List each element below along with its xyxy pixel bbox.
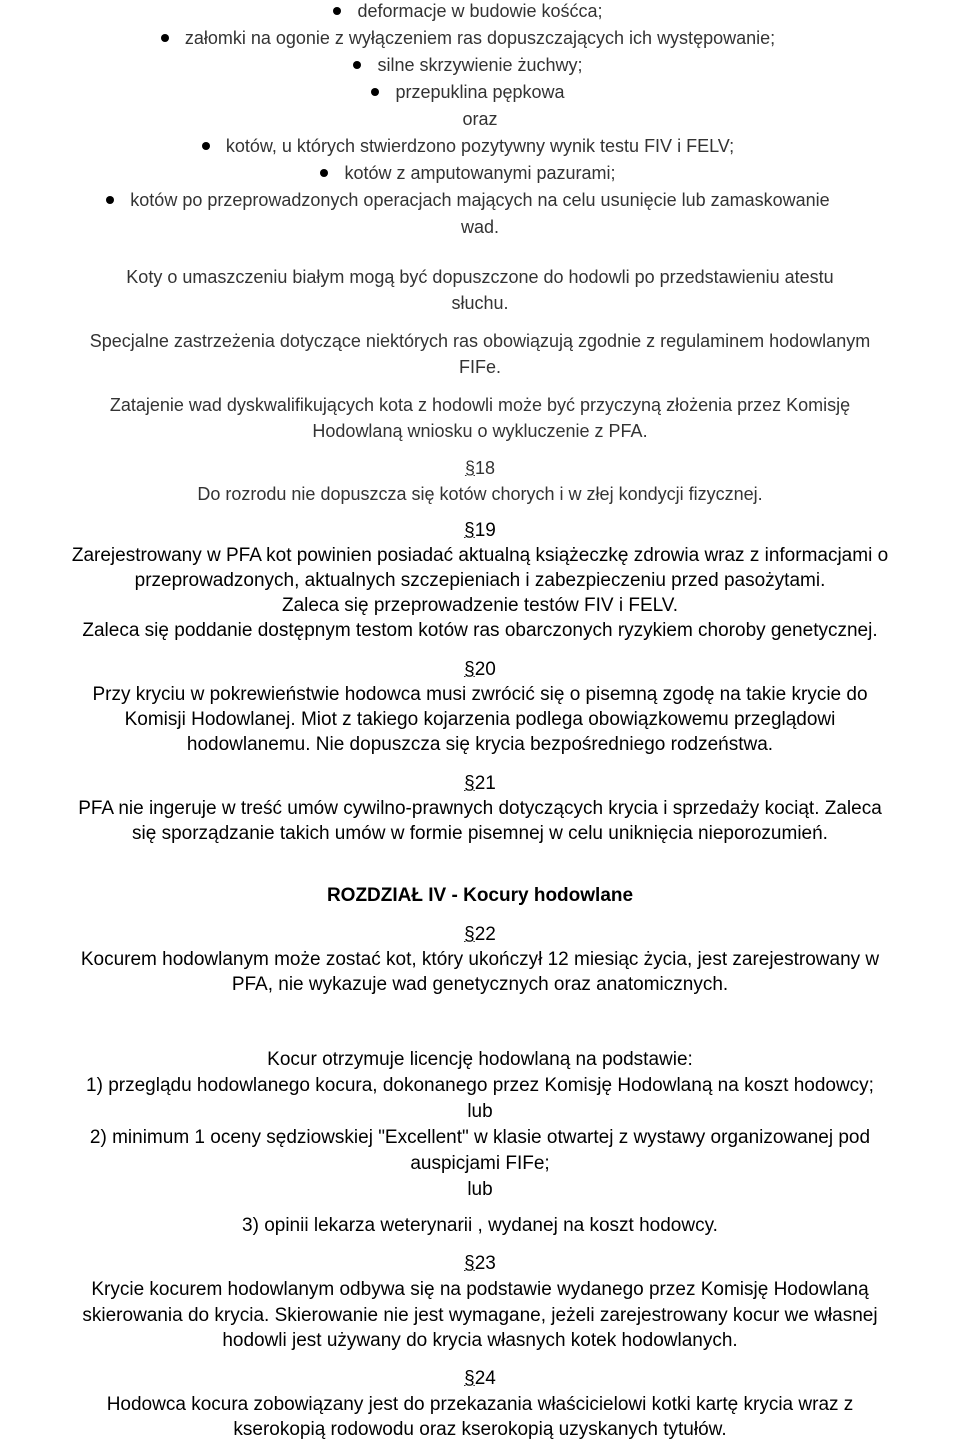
section-21-text: się sporządzanie takich umów w formie pisemnej w celu uniknięcia nieporozumień. <box>132 823 828 844</box>
section-19-text: Zaleca się poddanie dostępnym testom kotów ras obarczonych ryzykiem choroby genetycznej. <box>82 620 878 641</box>
licence-item: 2) minimum 1 oceny sędziowskiej "Excellent" w klasie otwartej z wystawy organizowanej pod <box>89 1127 871 1148</box>
section-24-text: Hodowca kocura zobowiązany jest do przekazania właścicielowi kotki kartę krycia wraz z <box>106 1394 854 1415</box>
chapter-heading: ROZDZIAŁ IV - Kocury hodowlane <box>326 885 634 906</box>
section-20-text: hodowlanemu. Nie dopuszcza się krycia bezpośredniego rodzeństwa. <box>186 734 774 755</box>
licence-or: lub <box>467 1101 493 1122</box>
section-20-text: Przy kryciu w pokrewieństwie hodowca musi zwrócić się o pisemną zgodę na takie krycie do <box>92 684 868 705</box>
bullet-icon <box>161 34 169 42</box>
conjunction-text: oraz <box>462 109 498 129</box>
section-heading-20: §20 <box>464 659 496 680</box>
paragraph-conceal-2: Hodowlaną wniosku o wykluczenie z PFA. <box>312 421 648 441</box>
list-item: deformacje w budowie kośćca; <box>0 0 960 24</box>
bullet-icon <box>202 142 210 150</box>
list-item: kotów, u których stwierdzono pozytywny wynik testu FIV i FELV; <box>0 133 960 159</box>
list-item-continuation: wad. <box>460 217 500 237</box>
section-heading-24: §24 <box>464 1368 496 1389</box>
bullet-icon <box>320 169 328 177</box>
list-item: kotów po przeprowadzonych operacjach mających na celu usunięcie lub zamaskowanie <box>0 187 960 213</box>
paragraph-special-1: Specjalne zastrzeżenia dotyczące niektórych ras obowiązują zgodnie z regulaminem hodowlanym <box>89 331 871 351</box>
section-23-text: hodowli jest używany do krycia własnych kotek hodowlanych. <box>222 1330 738 1351</box>
bullet-icon <box>353 61 361 69</box>
section-heading-22: §22 <box>464 924 496 945</box>
section-23-text: Krycie kocurem hodowlanym odbywa się na podstawie wydanego przez Komisję Hodowlaną <box>91 1279 869 1300</box>
section-19-text: przeprowadzonych, aktualnych szczepieniach i zabezpieczeniu przed pasożytami. <box>134 570 826 591</box>
section-22-text: Kocurem hodowlanym może zostać kot, który ukończył 12 miesiąc życia, jest zarejestrowany w <box>80 949 880 970</box>
paragraph-white-cats-1: Koty o umaszczeniu białym mogą być dopuszczone do hodowli po przedstawieniu atestu <box>126 267 834 287</box>
section-heading-19: §19 <box>464 520 496 541</box>
section-heading-23: §23 <box>464 1253 496 1274</box>
paragraph-special-2: FIFe. <box>458 357 501 377</box>
bullet-icon <box>106 196 114 204</box>
list-item: silne skrzywienie żuchwy; <box>0 52 960 78</box>
licence-item-cont: auspicjami FIFe; <box>410 1153 550 1174</box>
licence-item: 3) opinii lekarza weterynarii , wydanej na koszt hodowcy. <box>242 1215 718 1236</box>
bullet-icon <box>371 88 379 96</box>
section-18-text: Do rozrodu nie dopuszcza się kotów chorych i w złej kondycji fizycznej. <box>197 484 763 504</box>
section-19-text: Zaleca się przeprowadzenie testów FIV i FELV. <box>281 595 679 616</box>
section-20-text: Komisji Hodowlanej. Miot z takiego kojarzenia podlega obowiązkowemu przeglądowi <box>124 709 836 730</box>
section-heading-21: §21 <box>464 773 496 794</box>
licence-intro: Kocur otrzymuje licencję hodowlaną na podstawie: <box>267 1049 693 1070</box>
section-21-text: PFA nie ingeruje w treść umów cywilno-prawnych dotyczących krycia i sprzedaży kociąt. Zaleca <box>78 798 882 819</box>
paragraph-conceal-1: Zatajenie wad dyskwalifikujących kota z hodowli może być przyczyną złożenia przez Komisję <box>109 395 851 415</box>
section-23-text: skierowania do krycia. Skierowanie nie jest wymagane, jeżeli zarejestrowany kocur we własnej <box>82 1305 878 1326</box>
section-heading-18: §18 <box>464 458 496 478</box>
bullet-icon <box>333 7 341 15</box>
paragraph-white-cats-2: słuchu. <box>451 293 509 313</box>
section-22-text: PFA, nie wykazuje wad genetycznych oraz anatomicznych. <box>231 974 729 995</box>
list-item: przepuklina pępkowa <box>0 79 960 105</box>
section-24-text: kserokopią rodowodu oraz kserokopią uzyskanych tytułów. <box>233 1419 727 1440</box>
licence-item: 1) przeglądu hodowlanego kocura, dokonanego przez Komisję Hodowlaną na koszt hodowcy; <box>86 1075 874 1096</box>
licence-or: lub <box>467 1179 493 1200</box>
list-item: załomki na ogonie z wyłączeniem ras dopuszczających ich występowanie; <box>0 25 960 51</box>
list-item: kotów z amputowanymi pazurami; <box>0 160 960 186</box>
section-19-text: Zarejestrowany w PFA kot powinien posiadać aktualną książeczkę zdrowia wraz z informacjami o <box>71 545 889 566</box>
